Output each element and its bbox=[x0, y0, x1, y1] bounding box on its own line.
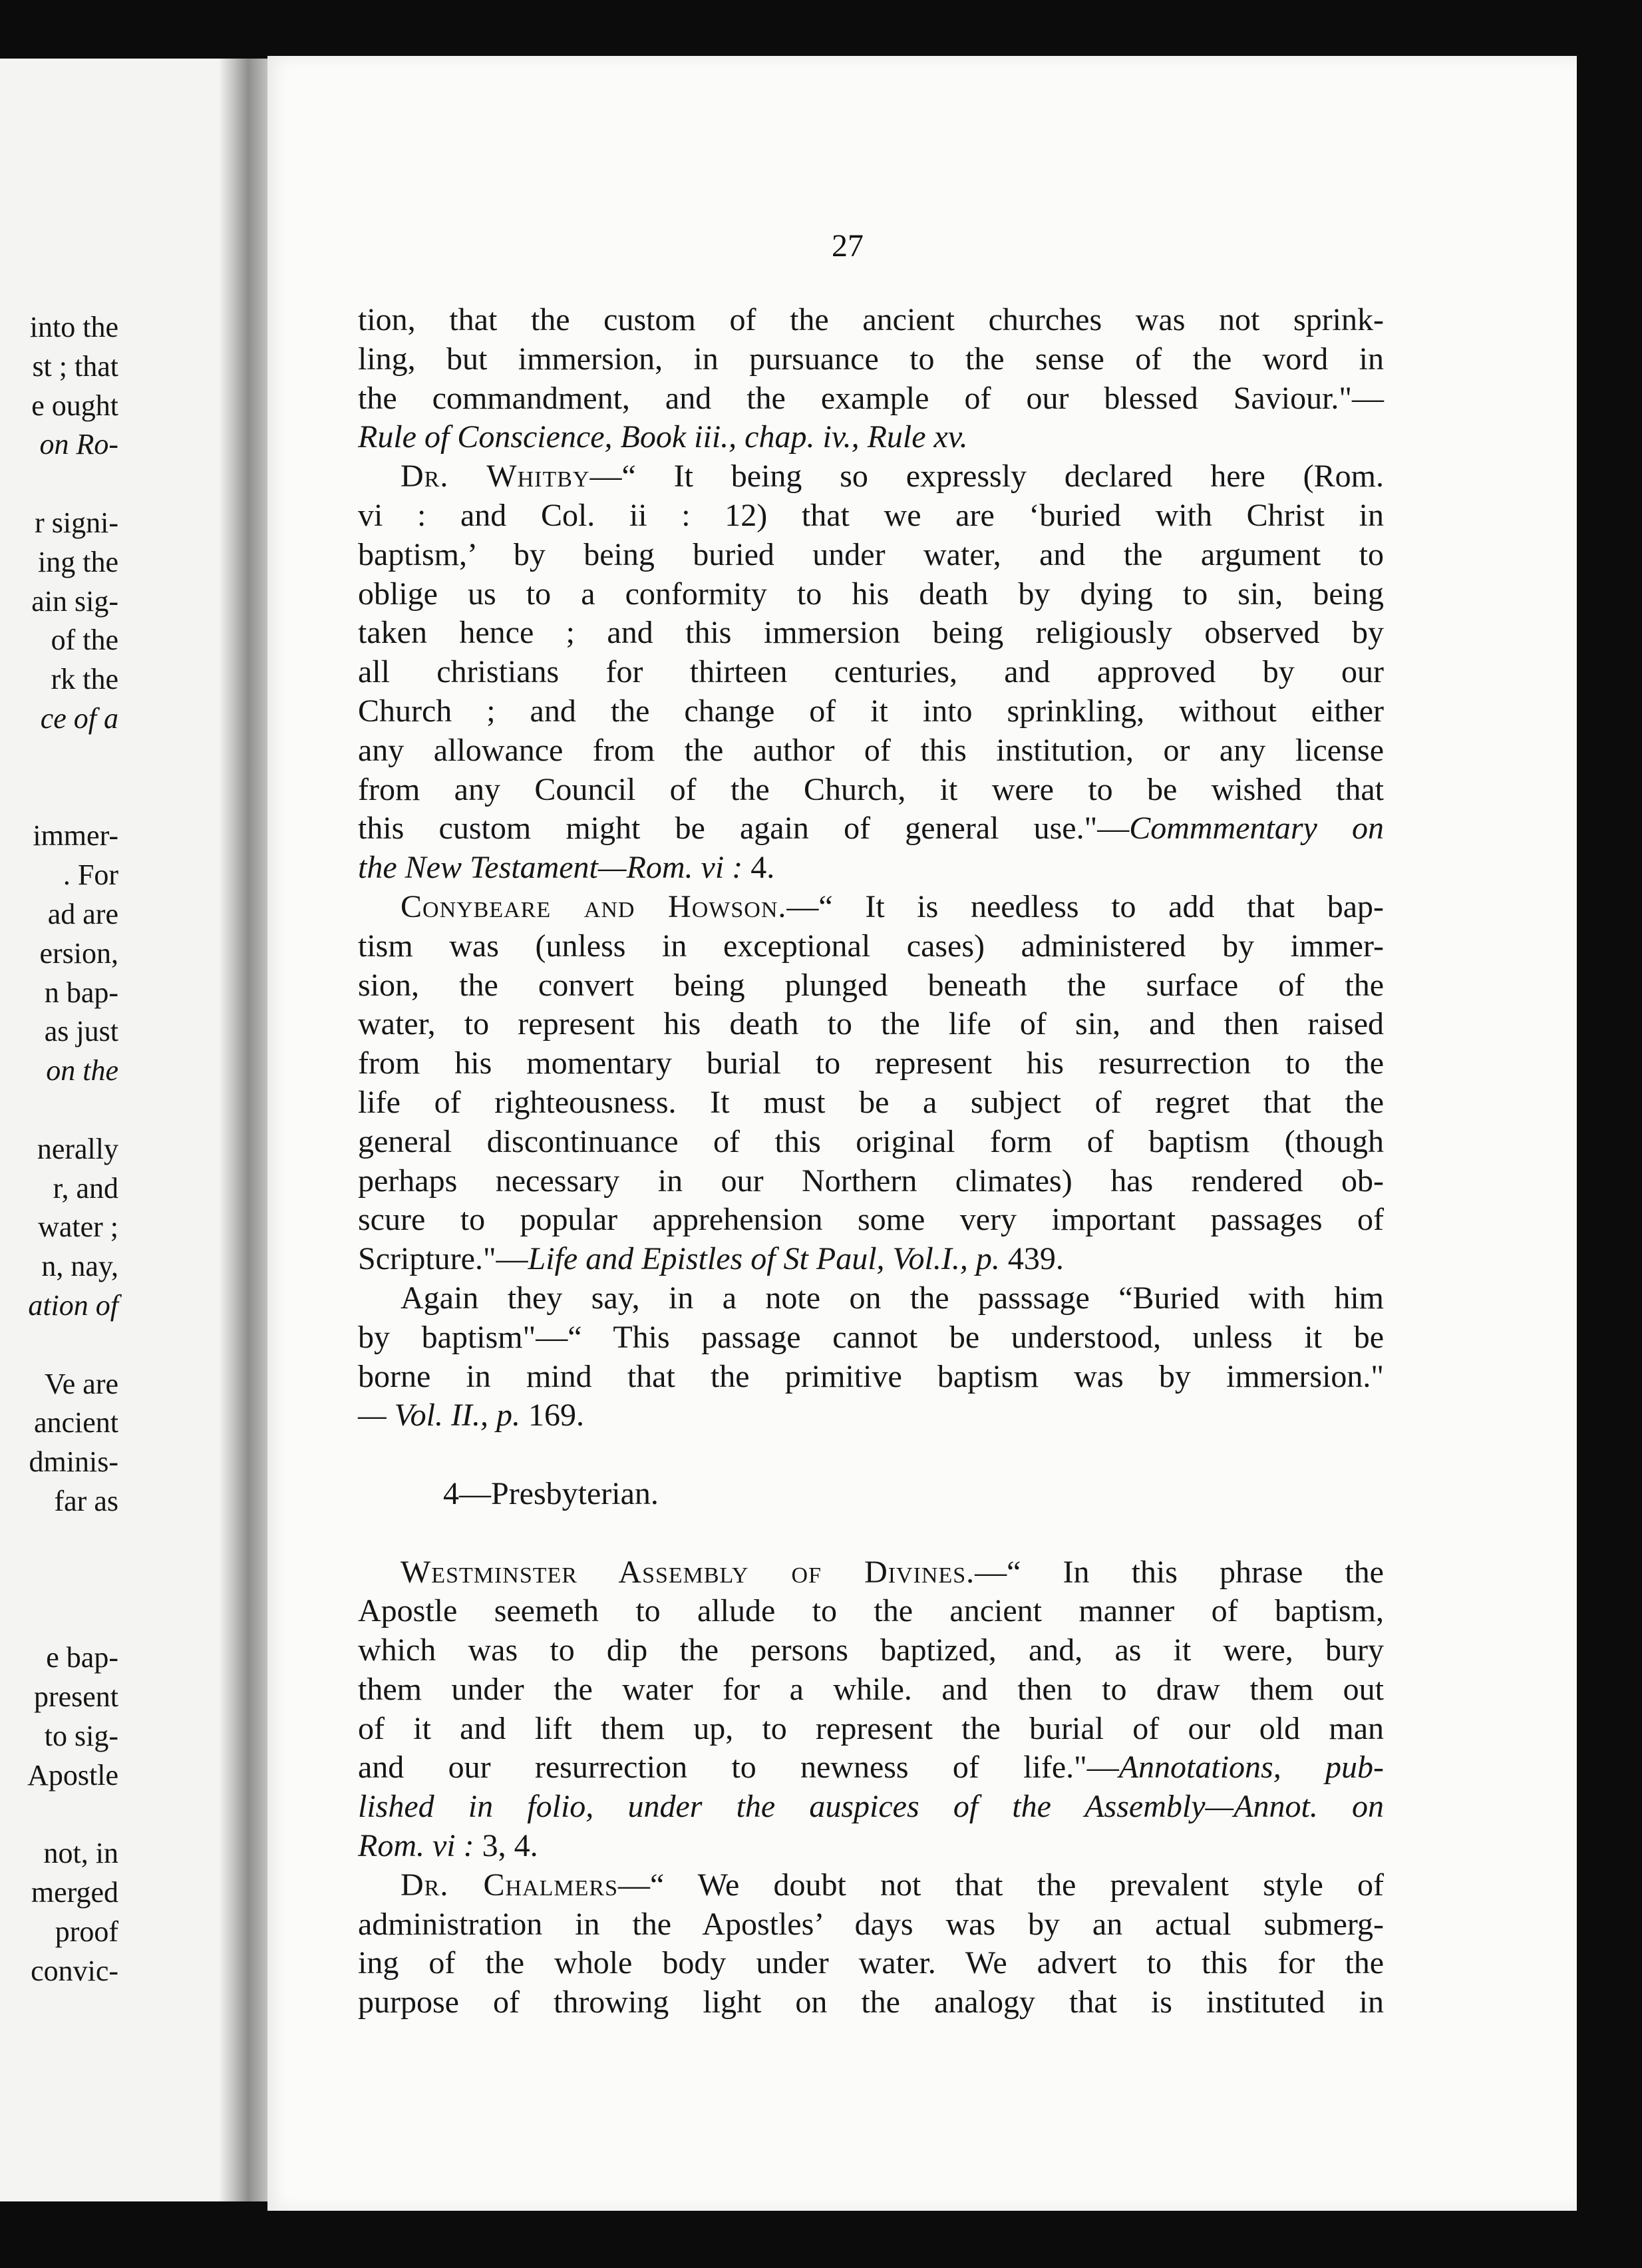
text-line: all christians for thirteen centuries, and approved by our bbox=[358, 654, 1384, 690]
citation: Life and Epistles of St Paul, Vol.I., p. bbox=[528, 1241, 1000, 1277]
westminster-paragraph-start bbox=[358, 1553, 1384, 1593]
margin-fragment: ancient bbox=[33, 1406, 118, 1439]
text-run: this custom might be again of general use."— bbox=[358, 811, 1130, 847]
margin-fragment: . For bbox=[63, 858, 118, 892]
text-line: from any Council of the Church, it were to be wished that bbox=[358, 771, 1384, 807]
margin-fragment: rk the bbox=[51, 663, 118, 696]
margin-fragment: not, in bbox=[43, 1837, 118, 1870]
text-line: borne in mind that the primitive baptism was by immersion." bbox=[358, 1358, 1384, 1394]
conybeare-paragraph-start bbox=[358, 888, 1384, 927]
text-run: 169. bbox=[520, 1398, 584, 1433]
margin-fragment: merged bbox=[31, 1876, 118, 1909]
margin-fragment: on the bbox=[46, 1054, 118, 1087]
text-line: baptism,’ by being buried under water, and the argument to bbox=[358, 536, 1384, 572]
left-page-margin-text bbox=[0, 313, 118, 2056]
text-run: Scripture."— bbox=[358, 1241, 528, 1277]
section-heading: 4—Presbyterian. bbox=[443, 1475, 659, 1511]
text-line: administration in the Apostles’ days was by an actual submerg- bbox=[358, 1906, 1384, 1942]
text-line: life of righteousness. It must be a subject of regret that the bbox=[358, 1084, 1384, 1120]
text-line bbox=[358, 809, 1384, 849]
citation: Rom. vi : bbox=[358, 1828, 474, 1864]
text-run: —“ It is needless to add that bap- bbox=[786, 888, 1385, 924]
text-line bbox=[358, 1748, 1384, 1788]
text-line: scure to popular apprehension some very important passages of bbox=[358, 1202, 1384, 1238]
spacer bbox=[358, 1435, 1384, 1475]
margin-fragment: of the bbox=[51, 624, 118, 657]
margin-fragment: ersion, bbox=[39, 936, 118, 970]
margin-fragment: nerally bbox=[37, 1132, 118, 1165]
text-line: ling, but immersion, in pursuance to the sense of the word in bbox=[358, 341, 1384, 377]
text-line: oblige us to a conformity to his death by dying to sin, being bbox=[358, 576, 1384, 612]
author-name: Westminster Assembly of Divines. bbox=[401, 1554, 975, 1590]
text-line: Apostle seemeth to allude to the ancient manner of baptism, bbox=[358, 1593, 1384, 1629]
margin-fragment: r signi- bbox=[35, 506, 118, 539]
margin-fragment: n bap- bbox=[44, 976, 118, 1009]
margin-fragment: to sig- bbox=[44, 1719, 118, 1752]
text-run: —“ It being so expressly declared here (Rom. bbox=[589, 459, 1385, 494]
margin-fragment: ain sig- bbox=[31, 584, 118, 618]
citation: Rule of Conscience, Book iii., chap. iv., Rule xv. bbox=[358, 419, 968, 455]
margin-fragment: ad are bbox=[47, 898, 118, 930]
page-number: 27 bbox=[832, 228, 864, 264]
text-line: water, to represent his death to the life of sin, and then raised bbox=[358, 1006, 1384, 1042]
author-name: Conybeare and Howson. bbox=[401, 888, 787, 924]
text-line: tion, that the custom of the ancient churches was not sprink- bbox=[358, 302, 1384, 337]
text-run: 439. bbox=[999, 1241, 1064, 1277]
margin-fragment: ce of a bbox=[40, 702, 118, 735]
margin-fragment: e ought bbox=[31, 389, 118, 422]
margin-fragment: ation of bbox=[28, 1289, 118, 1322]
text-line: tism was (unless in exceptional cases) administered by immer- bbox=[358, 928, 1384, 964]
text-run: and our resurrection to newness of life."— bbox=[358, 1750, 1119, 1786]
text-line: vi : and Col. ii : 12) that we are ‘buried with Christ in bbox=[358, 497, 1384, 533]
margin-fragment: st ; that bbox=[32, 349, 118, 383]
text-line bbox=[358, 1396, 1384, 1435]
text-line bbox=[358, 1240, 1384, 1279]
margin-fragment: e bap- bbox=[46, 1641, 118, 1674]
text-line: general discontinuance of this original form of baptism (though bbox=[358, 1123, 1384, 1159]
margin-fragment: as just bbox=[44, 1015, 118, 1048]
text-line: any allowance from the author of this institution, or any license bbox=[358, 732, 1384, 768]
text-line: by baptism"—“ This passage cannot be understood, unless it be bbox=[358, 1319, 1384, 1355]
citation: the New Testament—Rom. vi : bbox=[358, 850, 743, 886]
text-line: ing of the whole body under water. We advert to this for the bbox=[358, 1945, 1384, 1981]
text-line: taken hence ; and this immersion being religiously observed by bbox=[358, 615, 1384, 651]
text-run: —“ In this phrase the bbox=[975, 1554, 1384, 1590]
margin-fragment: Ve are bbox=[44, 1367, 118, 1400]
whitby-paragraph-start bbox=[358, 457, 1384, 496]
text-line: them under the water for a while. and then to draw them out bbox=[358, 1671, 1384, 1707]
text-run: 3, 4. bbox=[474, 1828, 538, 1864]
author-name: Dr. Chalmers bbox=[401, 1867, 618, 1903]
citation: lished in folio, under the auspices of the Assembly—Annot. on bbox=[358, 1789, 1384, 1825]
text-line bbox=[358, 1827, 1384, 1866]
citation: — Vol. II., p. bbox=[358, 1398, 520, 1433]
margin-fragment: on Ro- bbox=[39, 428, 118, 461]
text-line: purpose of throwing light on the analogy that is instituted in bbox=[358, 1984, 1384, 2020]
chalmers-paragraph-start bbox=[358, 1866, 1384, 1905]
text-line: Again they say, in a note on the passsage “Buried with him bbox=[401, 1280, 1384, 1316]
margin-fragment: immer- bbox=[33, 819, 118, 852]
margin-fragment: convic- bbox=[31, 1954, 118, 1987]
margin-fragment: present bbox=[33, 1680, 118, 1713]
text-run: 4. bbox=[742, 850, 775, 886]
text-run: —“ We doubt not that the prevalent style of bbox=[617, 1867, 1384, 1903]
author-name: Dr. Whitby bbox=[401, 459, 590, 494]
text-line: Church ; and the change of it into sprinkling, without either bbox=[358, 693, 1384, 729]
text-line bbox=[358, 849, 1384, 888]
text-line: which was to dip the persons baptized, and, as it were, bury bbox=[358, 1632, 1384, 1668]
margin-fragment: proof bbox=[55, 1915, 118, 1948]
margin-fragment: into the bbox=[29, 311, 118, 343]
margin-fragment: far as bbox=[54, 1485, 118, 1517]
text-line: of it and lift them up, to represent the burial of our old man bbox=[358, 1710, 1384, 1746]
margin-fragment: water ; bbox=[38, 1211, 118, 1244]
citation: Annotations, pub- bbox=[1118, 1750, 1384, 1786]
page-body bbox=[358, 301, 1384, 2022]
spacer bbox=[358, 1514, 1384, 1553]
text-line: sion, the convert being plunged beneath the surface of the bbox=[358, 967, 1384, 1003]
text-line: perhaps necessary in our Northern climates) has rendered ob- bbox=[358, 1163, 1384, 1199]
text-line: the commandment, and the example of our blessed Saviour."— bbox=[358, 380, 1384, 416]
margin-fragment: Apostle bbox=[27, 1758, 118, 1792]
text-line: from his momentary burial to represent his resurrection to the bbox=[358, 1045, 1384, 1081]
margin-fragment: r, and bbox=[53, 1171, 118, 1205]
margin-fragment: dminis- bbox=[29, 1445, 118, 1479]
citation: Commmentary on bbox=[1129, 811, 1384, 847]
margin-fragment: n, nay, bbox=[41, 1250, 118, 1283]
margin-fragment: ing the bbox=[38, 545, 118, 578]
